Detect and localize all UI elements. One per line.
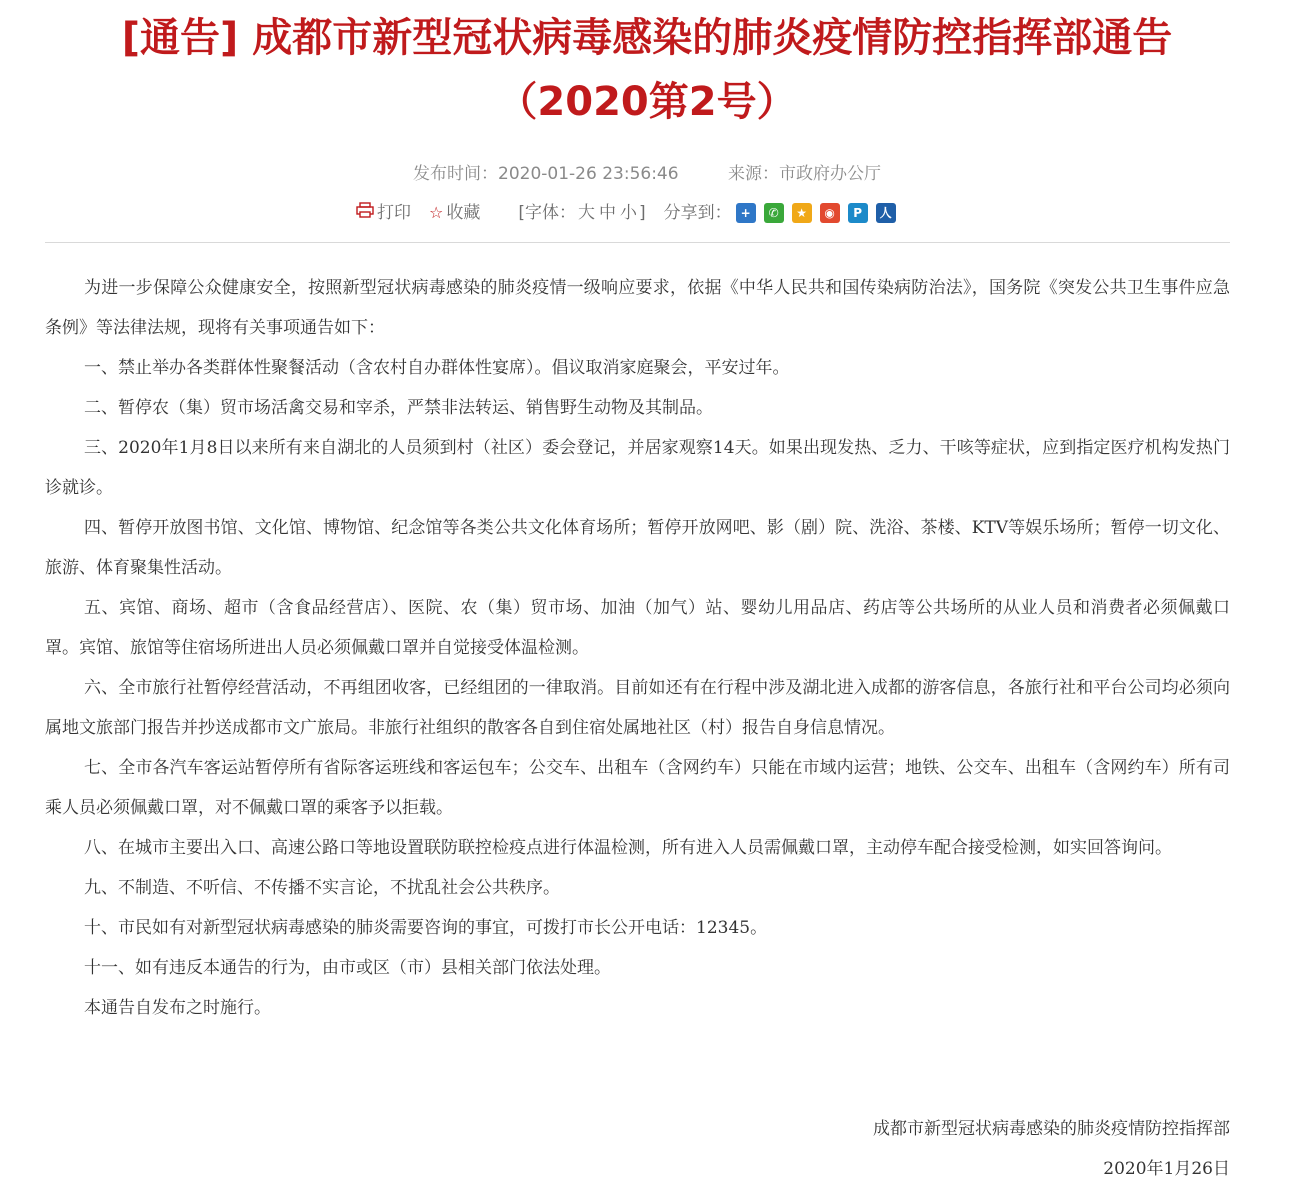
- signature-date: 2020年1月26日: [1103, 1159, 1230, 1179]
- print-label: 打印: [377, 203, 411, 223]
- article-paragraph: 七、全市各汽车客运站暂停所有省际客运班线和客运包车；公交车、出租车（含网约车）只能在市域内运营；地铁、公交车、出租车（含网约车）所有司乘人员必须佩戴口罩，对不佩戴口罩的乘客予以拒载。: [45, 758, 1230, 818]
- publish-time: 发布时间：2020-01-26 23:56:46: [413, 164, 679, 184]
- article-paragraph: 三、2020年1月8日以来所有来自湖北的人员须到村（社区）委会登记，并居家观察14天。如果出现发热、乏力、干咳等症状，应到指定医疗机构发热门诊就诊。: [45, 438, 1230, 498]
- star-icon: ☆: [429, 203, 444, 222]
- wechat-icon[interactable]: ✆: [764, 203, 784, 223]
- share-more-icon[interactable]: +: [736, 203, 756, 223]
- article-paragraph: 二、暂停农（集）贸市场活禽交易和宰杀，严禁非法转运、销售野生动物及其制品。: [84, 398, 713, 418]
- article-body: [45, 268, 1230, 1028]
- tencent-weibo-icon[interactable]: P: [848, 203, 868, 223]
- article-paragraph: 本通告自发布之时施行。: [84, 998, 271, 1018]
- article-paragraph: 四、暂停开放图书馆、文化馆、博物馆、纪念馆等各类公共文化体育场所；暂停开放网吧、影（剧）院、洗浴、茶楼、KTV等娱乐场所；暂停一切文化、旅游、体育聚集性活动。: [45, 518, 1230, 578]
- font-size-prefix: [字体：: [518, 203, 576, 223]
- font-size-control: [518, 200, 645, 226]
- favorite-button[interactable]: [429, 200, 480, 226]
- header-divider: [45, 242, 1230, 243]
- print-button[interactable]: [356, 200, 411, 226]
- printer-icon: [356, 200, 374, 226]
- font-size-suffix: ]: [638, 203, 646, 223]
- article-paragraph: 八、在城市主要出入口、高速公路口等地设置联防联控检疫点进行体温检测，所有进入人员需佩戴口罩，主动停车配合接受检测，如实回答询问。: [84, 838, 1172, 858]
- qzone-icon[interactable]: ★: [792, 203, 812, 223]
- article-paragraph: 五、宾馆、商场、超市（含食品经营店）、医院、农（集）贸市场、加油（加气）站、婴幼儿用品店、药店等公共场所的从业人员和消费者必须佩戴口罩。宾馆、旅馆等住宿场所进出人员必须佩戴口罩并自觉接受体温检测。: [45, 598, 1230, 658]
- weibo-icon[interactable]: ◉: [820, 203, 840, 223]
- article-paragraph: 十、市民如有对新型冠状病毒感染的肺炎需要咨询的事宜，可拨打市长公开电话：12345。: [84, 918, 768, 938]
- font-small-button[interactable]: 小: [619, 203, 637, 223]
- article-toolbar: [356, 200, 896, 226]
- font-medium-button[interactable]: 中: [598, 203, 616, 223]
- article-paragraph: 十一、如有违反本通告的行为，由市或区（市）县相关部门依法处理。: [84, 958, 611, 978]
- share-icons: [736, 203, 896, 223]
- article-meta: [0, 162, 1294, 186]
- renren-icon[interactable]: 人: [876, 203, 896, 223]
- favorite-label: 收藏: [446, 203, 481, 223]
- article-title: [通告] 成都市新型冠状病毒感染的肺炎疫情防控指挥部通告: [121, 15, 1173, 61]
- article-title-number: （2020第2号）: [497, 79, 797, 125]
- share-label: 分享到：: [663, 203, 732, 223]
- article-paragraph: 六、全市旅行社暂停经营活动，不再组团收客，已经组团的一律取消。目前如还有在行程中涉及湖北进入成都的游客信息，各旅行社和平台公司均必须向属地文旅部门报告并抄送成都市文广旅局。非旅行社组织的散客各自到住宿处属地社区（村）报告自身信息情况。: [45, 678, 1230, 738]
- article-paragraph: 一、禁止举办各类群体性聚餐活动（含农村自办群体性宴席）。倡议取消家庭聚会，平安过年。: [84, 358, 790, 378]
- signature: 成都市新型冠状病毒感染的肺炎疫情防控指挥部: [873, 1119, 1230, 1139]
- article-paragraph: 九、不制造、不听信、不传播不实言论，不扰乱社会公共秩序。: [84, 878, 560, 898]
- article-paragraph: 为进一步保障公众健康安全，按照新型冠状病毒感染的肺炎疫情一级响应要求，依据《中华人民共和国传染病防治法》，国务院《突发公共卫生事件应急条例》等法律法规，现将有关事项通告如下：: [45, 278, 1230, 338]
- article-source: 来源：市政府办公厅: [727, 164, 881, 184]
- font-large-button[interactable]: 大: [577, 203, 595, 223]
